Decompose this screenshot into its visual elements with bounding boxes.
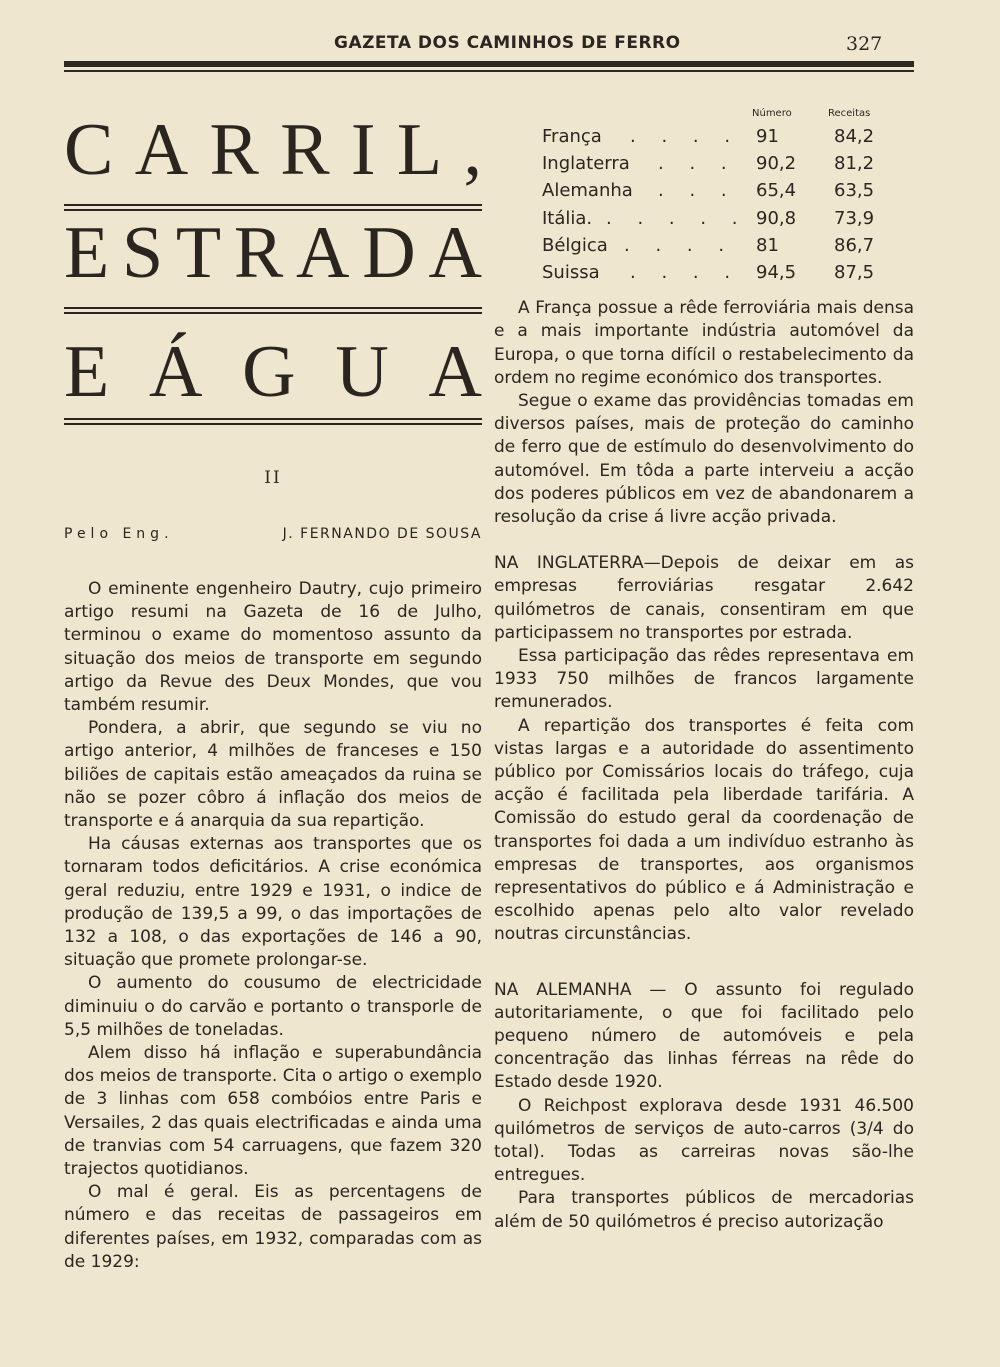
paragraph: Para transportes públicos de mercadorias além de 50 quilómetros é preciso autorização	[494, 1188, 914, 1232]
paragraph: A repartição dos transportes é feita com vistas largas e a autoridade do assentimento público por Comissários locais do tráfego, cuja acção é facilitada pela liberdade tarifária. A Comissão do estudo geral da coordenação de transportes foi dada a um indivíduo estranho às empresas de transportes, aos organismos representativos do público e á Administração e escolhido apenas pelo alto valor revelado noutras circunstâncias.	[494, 715, 914, 945]
country-cell: Bélgica	[542, 234, 608, 256]
title-letter: ,	[463, 109, 482, 191]
title-letter: G	[242, 331, 296, 413]
column-header-receitas: Receitas	[828, 108, 871, 119]
title-letter: A	[428, 212, 482, 294]
part-number: II	[264, 468, 282, 488]
byline-author: J. FERNANDO DE SOUSA	[282, 526, 482, 542]
title-line-3	[64, 322, 482, 422]
paragraph: A França possue a rêde ferroviária mais densa e a mais importante indústria automóvel da Europa, o que torna difícil o restabelecimento da ordem no regime económico dos transportes.	[494, 298, 914, 388]
title-letter: S	[121, 212, 164, 294]
leader-dots: . . . .	[624, 234, 735, 256]
header-rule-thin	[64, 70, 914, 72]
right-column	[494, 108, 914, 1234]
title-letter: U	[335, 331, 389, 413]
left-body-text	[64, 578, 482, 1274]
table-header	[494, 108, 914, 124]
page-number: 327	[846, 33, 883, 55]
column-header-numero: Número	[752, 108, 792, 119]
numero-cell: 90,8	[756, 207, 797, 229]
byline	[64, 526, 482, 542]
receitas-cell: 73,9	[834, 207, 875, 229]
country-cell: Itália.	[542, 207, 593, 229]
title-letter: R	[233, 212, 284, 294]
title-line-1	[64, 100, 482, 200]
leader-dots: . . . .	[630, 126, 741, 147]
title-letter: I	[350, 109, 376, 191]
title-letter: T	[175, 212, 222, 294]
title-letter: E	[64, 331, 110, 413]
numero-cell: 81	[756, 234, 779, 256]
right-body-text	[494, 297, 914, 1234]
section-gap	[494, 529, 914, 552]
title-letter: R	[209, 109, 259, 191]
title-letter: A	[134, 109, 189, 191]
title-letter: C	[64, 109, 114, 191]
leader-dots: . . . . .	[606, 207, 748, 229]
paragraph: O Reichpost explorava desde 1931 46.500 quilómetros de serviços de auto-carros (3/4 do total). Todas as carreiras novas são-lhe entregues.	[494, 1095, 914, 1186]
country-cell: França	[542, 126, 602, 147]
title-line-2	[64, 203, 482, 303]
left-column	[64, 100, 482, 1274]
numero-cell: 91	[756, 126, 779, 147]
paragraph: O eminente engenheiro Dautry, cujo primeiro artigo resumi na Gazeta de 16 de Julho, terminou o exame do momentoso assunto da situação dos meios de transporte em segundo artigo da Revue des Deux Mondes, que vou também resumir.	[64, 579, 482, 716]
leader-dots: . . .	[658, 180, 737, 202]
header-rule-thick	[64, 61, 914, 67]
numero-cell: 94,5	[756, 261, 797, 283]
running-head	[0, 33, 1000, 57]
table-row	[494, 178, 914, 205]
title-letter: A	[428, 331, 482, 413]
title-letter: Á	[148, 331, 203, 413]
leader-dots: . . . .	[630, 261, 741, 283]
byline-prefix: Pelo Eng.	[64, 526, 174, 542]
table-row	[494, 260, 914, 287]
leader-dots: . . .	[658, 153, 737, 175]
table-row	[494, 206, 914, 233]
receitas-cell: 84,2	[834, 126, 875, 147]
section-gap	[494, 947, 914, 979]
section-alemanha: NA ALEMANHA — O assunto foi regulado autoritariamente, o que foi facilitado pelo pequeno número de automóveis e pela concentração das linhas férreas na rêde do Estado desde 1920.	[494, 979, 914, 1093]
section-inglaterra: NA INGLATERRA—Depois de deixar em as empresas ferroviárias resgatar 2.642 quilómetros de canais, consentiram em que participassem no transportes por estrada.	[494, 553, 914, 643]
country-cell: Inglaterra	[542, 153, 630, 175]
paragraph: O mal é geral. Eis as percentagens de número e das receitas de passageiros em diferentes países, em 1932, comparadas com as de 1929:	[64, 1182, 482, 1272]
journal-title: GAZETA DOS CAMINHOS DE FERRO	[334, 33, 681, 53]
receitas-cell: 81,2	[834, 153, 875, 175]
title-letter: A	[296, 212, 350, 294]
table-row	[494, 151, 914, 178]
receitas-cell: 63,5	[834, 180, 875, 202]
title-letter: L	[396, 109, 443, 191]
paragraph: O aumento do cousumo de electricidade diminuiu o do carvão e portanto o transporle de 5,5 milhões de toneladas.	[64, 973, 482, 1040]
paragraph: Ha cáusas externas aos transportes que os tornaram todos deficitários. A crise económica geral reduziu, entre 1929 e 1931, o indice de produção de 139,5 a 99, o das importações de 132 a 108, o das exportações de 146 a 90, situação que promete prolongar-se.	[64, 834, 482, 971]
table-row	[494, 233, 914, 260]
receitas-cell: 86,7	[834, 234, 875, 256]
country-cell: Suissa	[542, 261, 600, 283]
paragraph: Alem disso há inflação e superabundância dos meios de transporte. Cita o artigo o exemplo de 3 linhas com 658 combóios entre Paris e Versailes, 2 das quais electrificadas e ainda uma de tranvias com 54 carruagens, que fazem 320 trajectos quotidianos.	[64, 1043, 482, 1180]
numero-cell: 65,4	[756, 180, 797, 202]
paragraph: Pondera, a abrir, que segundo se viu no artigo anterior, 4 milhões de franceses e 150 biliões de capitais estão ameaçados da ruina se não se pozer côbro á inflação dos meios de transporte e á anarquia da sua repartição.	[64, 718, 482, 832]
title-rule	[64, 307, 482, 314]
title-letter: D	[362, 212, 416, 294]
paragraph: Essa participação das rêdes representava em 1933 750 milhões de francos largamente remunerados.	[494, 645, 914, 713]
numero-cell: 90,2	[756, 153, 797, 175]
title-letter: R	[280, 109, 330, 191]
table-row	[494, 124, 914, 151]
receitas-cell: 87,5	[834, 261, 875, 283]
passenger-stats-table	[494, 108, 914, 287]
paragraph: Segue o exame das providências tomadas em diversos países, mais de proteção do caminho de ferro que de estímulo do desenvolvimento do automóvel. Em tôda a parte interveiu a acção dos poderes públicos em vez de abandonarem a resolução da crise á livre acção privada.	[494, 390, 914, 527]
title-letter: E	[64, 212, 110, 294]
country-cell: Alemanha	[542, 180, 633, 202]
